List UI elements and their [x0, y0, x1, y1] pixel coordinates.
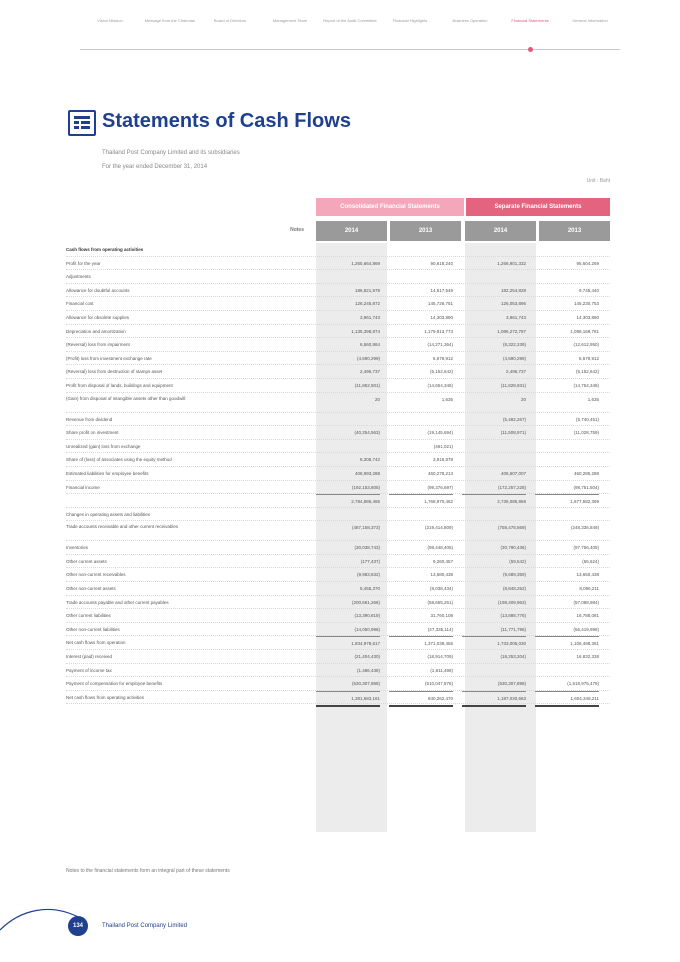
footer-company: Thailand Post Company Limited — [102, 923, 188, 929]
table-row — [66, 596, 610, 610]
row-label: Financial income — [66, 484, 100, 490]
table-row — [66, 379, 610, 393]
nav-item[interactable]: Financial Highlights — [392, 18, 428, 23]
row-value: (57,088,984) — [573, 599, 599, 605]
row-value: 182,254,828 — [500, 287, 526, 293]
row-value: 1,635 — [441, 396, 453, 402]
row-value: (14,050,996) — [354, 626, 380, 632]
table-row — [66, 426, 610, 440]
row-value: (200,661,266) — [351, 599, 380, 605]
row-value: 20 — [520, 396, 526, 402]
table-row — [66, 521, 610, 541]
table-row — [66, 555, 610, 569]
table-row — [66, 453, 610, 467]
row-value: 6,679,912 — [432, 355, 453, 361]
row-value: 31,760,108 — [430, 613, 453, 619]
year-header: 2013 — [539, 221, 610, 241]
row-value: (5,152,642) — [575, 369, 599, 375]
row-value: 1,934,978,617 — [316, 636, 380, 651]
row-label: Inventories — [66, 545, 89, 551]
row-label: Payment of compensation for employee benefits — [66, 681, 163, 687]
row-value: (5,740,451) — [575, 416, 599, 422]
row-value: (18,914,709) — [427, 654, 453, 660]
row-value: 126,245,872 — [354, 301, 380, 307]
row-value: 1,135,398,874 — [351, 328, 380, 334]
row-label: (Reversal) loss from destruction of stamps asset — [66, 369, 163, 375]
row-value: 9,745,440 — [578, 287, 599, 293]
row-value: 1,381,683,161 — [316, 691, 380, 708]
row-value: (97,756,405) — [573, 545, 599, 551]
row-value: (5,152,642) — [429, 369, 453, 375]
nav-item[interactable]: Board of Directors — [213, 18, 247, 23]
row-label: Other non-current liabilities — [66, 626, 120, 632]
row-value: 1,733,005,030 — [462, 636, 526, 651]
row-value: 14,617,549 — [430, 287, 453, 293]
table-row — [66, 650, 610, 664]
row-value: (14,271,364) — [427, 342, 453, 348]
table-row — [66, 440, 610, 454]
row-value: 2,784,886,465 — [316, 494, 380, 509]
row-label: Allowance for doubtful accounts — [66, 287, 130, 293]
page-title: Statements of Cash Flows — [102, 110, 351, 132]
row-value: (30,790,436) — [500, 545, 526, 551]
row-value: 1,768,970,462 — [389, 494, 453, 509]
row-value: (9,983,832) — [356, 572, 380, 578]
row-label: Share of (loss) of associates using the equity method — [66, 457, 172, 463]
table-row — [66, 467, 610, 481]
row-value: (58,655,251) — [427, 599, 453, 605]
row-value: (1,486,438) — [356, 667, 380, 673]
year-header: 2014 — [316, 221, 387, 241]
year-header: 2013 — [390, 221, 461, 241]
row-label: Revenue from dividend — [66, 416, 113, 422]
row-value: (59,542) — [509, 558, 526, 564]
row-value: (248,336,849) — [570, 525, 599, 531]
row-value: (9,689,359) — [502, 572, 526, 578]
page-number: 134 — [68, 916, 88, 936]
row-value: 14,303,890 — [430, 314, 453, 320]
row-label: Other current assets — [66, 558, 107, 564]
row-value: (18,253,204) — [500, 654, 526, 660]
table-row — [66, 297, 610, 311]
row-value: 406,607,007 — [500, 470, 526, 476]
row-label: (Reversal) loss from impairment — [66, 342, 130, 348]
row-value: 1,098,169,781 — [570, 328, 599, 334]
row-label: Payment of income tax — [66, 667, 112, 673]
table-row — [66, 636, 610, 650]
row-value: 1,106,498,351 — [535, 636, 599, 651]
row-value: (98,751,504) — [573, 484, 599, 490]
period-subtitle: For the year ended December 31, 2014 — [102, 164, 208, 170]
nav-item[interactable]: Message from the Chairman — [144, 18, 196, 23]
row-value: 6,679,912 — [578, 355, 599, 361]
row-value: (198,409,963) — [497, 599, 526, 605]
row-label: Depreciation and amortization — [66, 328, 126, 334]
table-row — [66, 623, 610, 637]
row-value: (8,322,239) — [502, 342, 526, 348]
row-value: (172,257,228) — [497, 484, 526, 490]
row-label: Share profit on investment — [66, 430, 119, 436]
row-value: (13,888,776) — [500, 613, 526, 619]
nav-item[interactable]: Financial Statements — [511, 18, 549, 23]
table-row — [66, 568, 610, 582]
table-row — [66, 481, 610, 495]
row-value: (47,335,114) — [427, 626, 453, 632]
row-label: Profit for the year — [66, 260, 101, 266]
table-row — [66, 609, 610, 623]
row-value: 13,680,438 — [430, 572, 453, 578]
row-label: Other current liabilities — [66, 613, 111, 619]
row-value: (1,518,975,479) — [567, 681, 599, 687]
row-value: (56,419,998) — [573, 626, 599, 632]
row-label: Net cash flows from operating activities — [66, 694, 145, 700]
table-row — [66, 284, 610, 298]
consolidated-header: Consolidated Financial Statements — [316, 198, 464, 216]
row-value: 9,260,457 — [432, 558, 453, 564]
row-value: 1,266,901,332 — [497, 260, 526, 266]
row-value: (192,153,805) — [351, 484, 380, 490]
table-row — [66, 664, 610, 678]
row-value: (19,145,694) — [427, 430, 453, 436]
row-label: (Gain) from disposal of intangible assets other than goodwill — [66, 395, 186, 401]
row-value: 460,285,288 — [573, 470, 599, 476]
table-row — [66, 243, 610, 257]
row-label: Estimated liabilities for employee benefits — [66, 470, 149, 476]
table-row — [66, 338, 610, 352]
row-value: 6,560,864 — [359, 342, 380, 348]
row-value: 8,308,742 — [359, 457, 380, 463]
table-row — [66, 677, 610, 691]
row-label: Other non-current receivables — [66, 572, 126, 578]
row-label: (Profit) loss from investment exchange rate — [66, 355, 152, 361]
row-value: 16,832,338 — [576, 654, 599, 660]
year-header: 2014 — [465, 221, 536, 241]
row-value: (11,862,501) — [354, 382, 380, 388]
row-value: (177,437) — [360, 558, 380, 564]
row-value: (11,508,971) — [500, 430, 526, 436]
row-value: 1,179,913,773 — [424, 328, 453, 334]
row-value: (8,038,434) — [429, 586, 453, 592]
table-row — [66, 270, 610, 284]
row-value: 8,096,211 — [579, 586, 599, 592]
row-value: 1,604,348,211 — [535, 691, 599, 708]
table-row — [66, 508, 610, 522]
row-value: 2,496,737 — [359, 369, 380, 375]
row-value: 1,086,272,787 — [497, 328, 526, 334]
row-value: (530,307,898) — [351, 681, 380, 687]
row-value: (11,771,796) — [500, 626, 526, 632]
row-label: Allowance for obsolete supplies — [66, 314, 130, 320]
row-value: (510,047,876) — [424, 681, 453, 687]
row-separator — [66, 703, 610, 704]
row-value: 840,262,470 — [389, 691, 453, 708]
table-row — [66, 311, 610, 325]
row-value: 2,735,085,868 — [462, 494, 526, 509]
row-label: Unrealized (gain) loss from exchange — [66, 443, 141, 449]
table-row — [66, 352, 610, 366]
notes-header: Notes — [290, 227, 304, 233]
row-value: 3,961,743 — [505, 314, 526, 320]
separate-header: Separate Financial Statements — [466, 198, 610, 216]
row-value: (8,848,252) — [502, 586, 526, 592]
row-value: (30,038,743) — [354, 545, 380, 551]
cash-flow-table — [66, 243, 610, 704]
row-value: (461,021) — [433, 443, 453, 449]
row-value: (11,028,759) — [573, 430, 599, 436]
row-value: 20 — [374, 396, 380, 402]
row-label: Trade accounts receivable and other current receivables — [66, 524, 179, 530]
row-label: Other non-current assets — [66, 586, 116, 592]
nav-item[interactable]: Vision Mission — [97, 18, 123, 23]
row-label: Profit from disposal of lands, buildings and equipment — [66, 382, 173, 388]
row-value: 13,650,438 — [576, 572, 599, 578]
row-value: 1,677,582,399 — [535, 494, 599, 509]
row-value: 1,635 — [587, 396, 599, 402]
table-row — [66, 413, 610, 427]
row-value: (219,414,809) — [424, 525, 453, 531]
row-value: 186,821,979 — [354, 287, 380, 293]
row-label: Changes in operating assets and liabilities — [66, 511, 151, 517]
company-subtitle: Thailand Post Company Limited and its subsidiaries — [102, 150, 240, 156]
row-value: (12,612,950) — [573, 342, 599, 348]
nav-item[interactable]: Report of the Audit Committee — [323, 18, 377, 23]
row-value: (11,828,931) — [500, 382, 526, 388]
footnote: Notes to the financial statements form an integral part of these statements — [66, 868, 230, 874]
row-value: 1,371,038,455 — [389, 636, 453, 651]
top-navigation — [80, 18, 620, 54]
table-row — [66, 494, 610, 508]
row-value: (21,404,430) — [354, 654, 380, 660]
row-value: (758,478,669) — [497, 525, 526, 531]
row-value: (99,376,697) — [427, 484, 453, 490]
table-row — [66, 365, 610, 379]
table-row — [66, 325, 610, 339]
row-label: Adjustments — [66, 274, 91, 280]
row-value: (40,254,563) — [354, 430, 380, 436]
nav-divider — [80, 49, 620, 50]
row-value: 460,278,213 — [427, 470, 453, 476]
row-label: Interest (paid) received — [66, 654, 113, 660]
nav-active-indicator — [528, 47, 533, 52]
row-value: (14,654,348) — [427, 382, 453, 388]
row-value: (4,590,299) — [502, 355, 526, 361]
row-value: (487,158,373) — [351, 525, 380, 531]
table-row — [66, 257, 610, 271]
row-value: (14,754,348) — [573, 382, 599, 388]
row-value: (1,811,498) — [430, 667, 453, 673]
row-value: (13,390,819) — [354, 613, 380, 619]
nav-item[interactable]: Business Operation — [452, 18, 488, 23]
row-value: 90,618,240 — [430, 260, 453, 266]
table-row — [66, 393, 610, 413]
row-value: 5,455,370 — [359, 586, 380, 592]
row-value: 145,230,753 — [573, 301, 599, 307]
row-label: Net cash flows from operation — [66, 640, 126, 646]
row-value: 1,265,664,869 — [351, 260, 380, 266]
row-value: (530,307,898) — [497, 681, 526, 687]
row-value: 145,726,751 — [427, 301, 453, 307]
row-label: Trade accounts payable and other current payables — [66, 599, 169, 605]
row-value: 126,053,896 — [500, 301, 526, 307]
nav-item[interactable]: Management Team — [272, 18, 308, 23]
row-label: Cash flows from operating activities — [66, 247, 144, 252]
row-value: 3,961,743 — [359, 314, 380, 320]
table-row — [66, 582, 610, 596]
row-value: 1,187,030,663 — [462, 691, 526, 708]
table-row — [66, 691, 610, 705]
row-value: 95,604,269 — [576, 260, 599, 266]
row-value: 3,918,878 — [432, 457, 453, 463]
row-value: (4,590,299) — [356, 355, 380, 361]
nav-item[interactable]: General Information — [572, 18, 608, 23]
document-icon — [68, 110, 96, 136]
row-value: 16,788,081 — [576, 613, 599, 619]
row-value: (5,482,267) — [502, 416, 526, 422]
table-row — [66, 541, 610, 555]
row-value: 2,496,737 — [505, 369, 526, 375]
row-value: (55,624) — [582, 558, 599, 564]
row-label: Financial cost — [66, 301, 94, 307]
row-value: 408,993,288 — [354, 470, 380, 476]
row-value: 14,303,890 — [576, 314, 599, 320]
footer-curve — [0, 880, 120, 962]
unit-label: Unit : Baht — [586, 178, 610, 184]
row-value: (98,448,405) — [427, 545, 453, 551]
